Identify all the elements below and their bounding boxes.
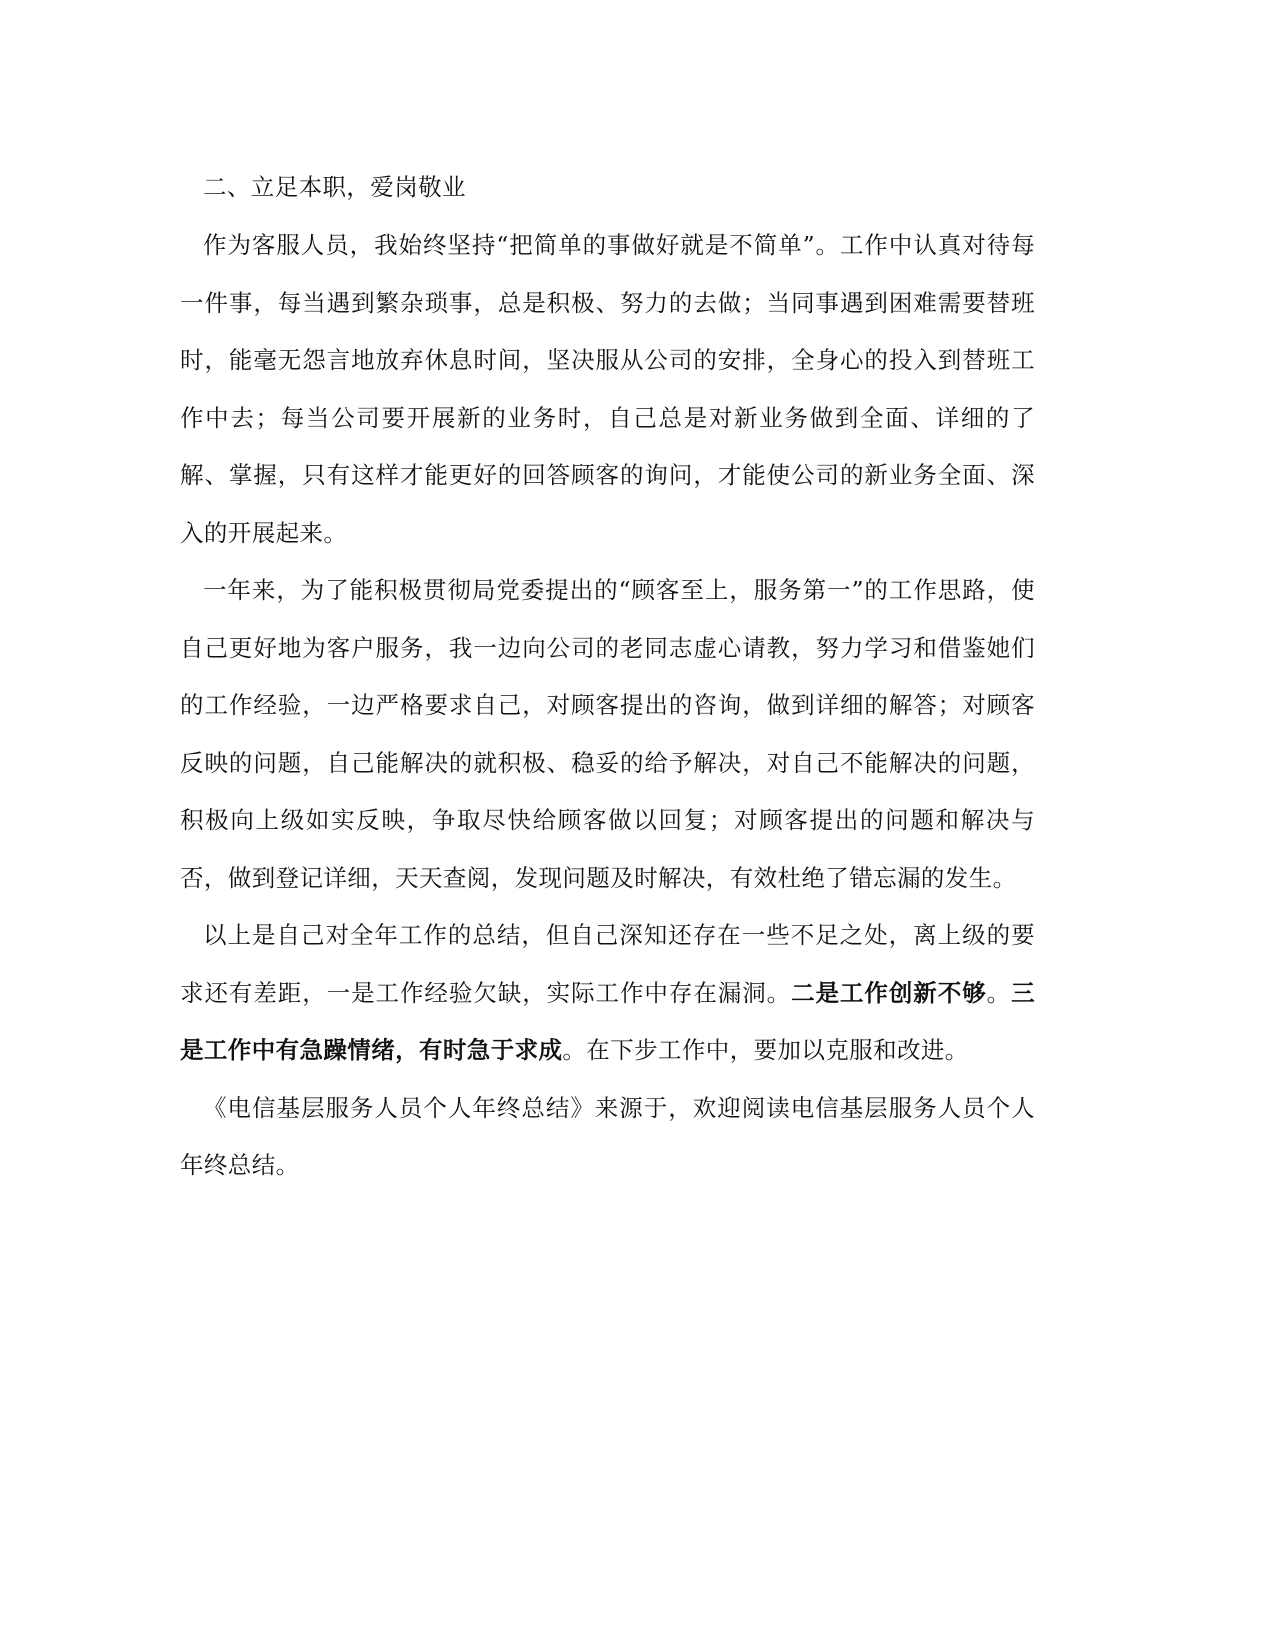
paragraph-2: 一年来，为了能积极贯彻局党委提出的“顾客至上，服务第一”的工作思路，使自己更好地为客户服务，我一边向公司的老同志虚心请教，努力学习和借鉴她们的工作经验，一边严格要求自己，对顾客提出的咨询，做到详细的解答；对顾客反映的问题，自己能解决的就积极、稳妥的给予解决，对自己不能解决的问题，积极向上级如实反映，争取尽快给顾客做以回复；对顾客提出的问题和解决与否，做到登记详细，天天查阅，发现问题及时解决，有效杜绝了错忘漏的发生。	[180, 576, 1035, 892]
paragraph-3-separator: 。	[986, 978, 1012, 1007]
paragraph-3-text-b: 。在下步工作中，要加以克服和改进。	[562, 1036, 969, 1064]
paragraph-1: 作为客服人员，我始终坚持“把简单的事做好就是不简单”。工作中认真对待每一件事，每当遇到繁杂琐事，总是积极、努力的去做；当同事遇到困难需要替班时，能毫无怨言地放弃休息时间，坚决服从公司的安排，全身心的投入到替班工作中去；每当公司要开展新的业务时，自己总是对新业务做到全面、详细的了解、掌握，只有这样才能更好的回答顾客的询问，才能使公司的新业务全面、深入的开展起来。	[180, 231, 1035, 547]
paragraph-3-text-a: 以上是自己对全年工作的总结，但自己深知还存在一些不足之处，离上级的要求还有差距，一是工作经验欠缺，实际工作中存在漏洞。	[180, 921, 1035, 1007]
document-page	[180, 168, 1035, 1195]
paragraph-4: 《电信基层服务人员个人年终总结》来源于，欢迎阅读电信基层服务人员个人年终总结。	[180, 1093, 1035, 1179]
paragraph-3-bold-a: 二是工作创新不够	[791, 978, 987, 1007]
paragraph-3	[180, 907, 1035, 1080]
section-heading: 二、立足本职，爱岗敬业	[203, 173, 466, 201]
paragraph-3-bold-b: 三是工作中有急躁情绪，有时急于求成	[180, 978, 1036, 1064]
